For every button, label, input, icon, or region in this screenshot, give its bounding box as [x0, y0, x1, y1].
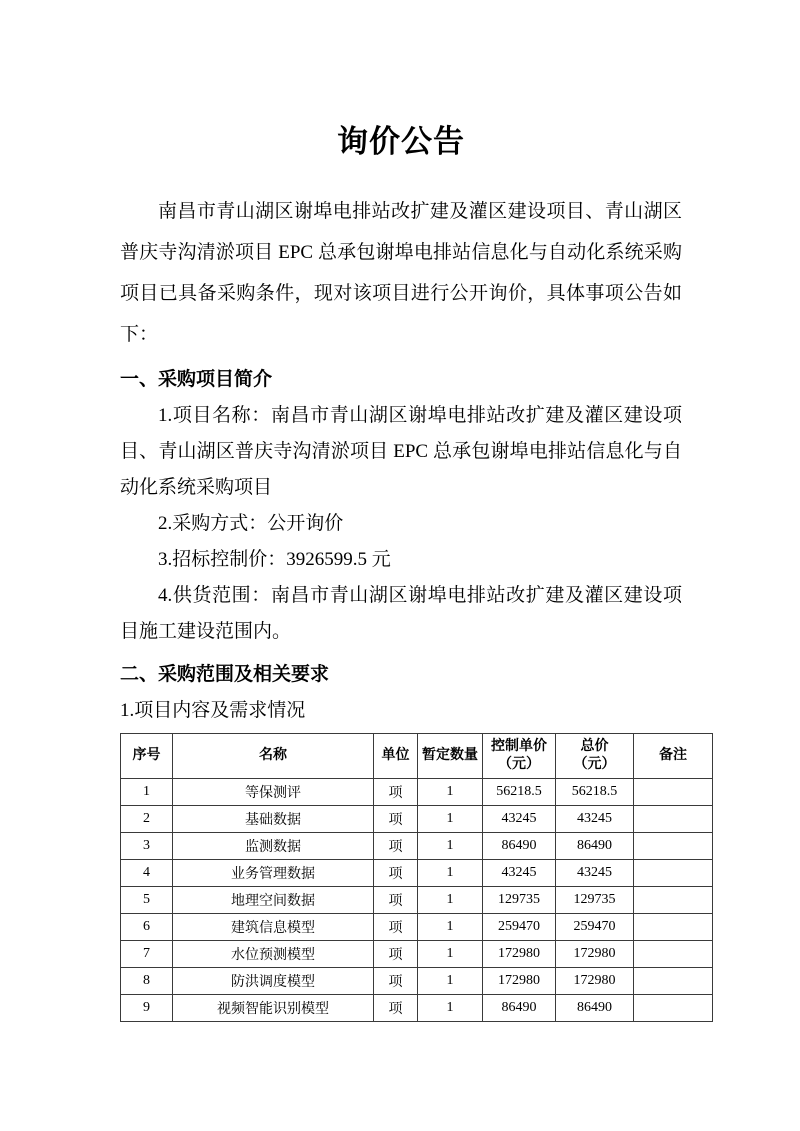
- intro-paragraph: 南昌市青山湖区谢埠电排站改扩建及灌区建设项目、青山湖区普庆寺沟清淤项目 EPC 总承包谢埠电排站信息化与自动化系统采购项目已具备采购条件，现对该项目进行公开询价，具体事项公告如下：: [120, 200, 682, 345]
- cell-total-price: 56218.5: [556, 778, 634, 805]
- header-remark: 备注: [634, 733, 713, 778]
- cell-unit: 项: [374, 913, 418, 940]
- cell-unit: 项: [374, 886, 418, 913]
- table-row: [121, 832, 713, 859]
- cell-quantity: 1: [418, 832, 483, 859]
- document-body: [120, 0, 687, 1022]
- cell-item-name: 地理空间数据: [173, 886, 374, 913]
- cell-quantity: 1: [418, 994, 483, 1021]
- cell-control-unit-price: 172980: [483, 967, 556, 994]
- section-2-subheading: 1.项目内容及需求情况: [120, 699, 306, 721]
- header-serial-number: 序号: [121, 733, 173, 778]
- cell-quantity: 1: [418, 805, 483, 832]
- cell-remark: [634, 886, 713, 913]
- cell-item-name: 建筑信息模型: [173, 913, 374, 940]
- header-item-name: 名称: [173, 733, 374, 778]
- table-row: [121, 805, 713, 832]
- cell-serial-number: 4: [121, 859, 173, 886]
- cell-remark: [634, 778, 713, 805]
- cell-unit: 项: [374, 805, 418, 832]
- cell-remark: [634, 940, 713, 967]
- table-row: [121, 859, 713, 886]
- cell-remark: [634, 913, 713, 940]
- cell-remark: [634, 805, 713, 832]
- table-row: [121, 940, 713, 967]
- cell-serial-number: 3: [121, 832, 173, 859]
- cell-unit: 项: [374, 940, 418, 967]
- cell-item-name: 防洪调度模型: [173, 967, 374, 994]
- cell-quantity: 1: [418, 859, 483, 886]
- cell-serial-number: 8: [121, 967, 173, 994]
- item-supply-scope: 4.供货范围：南昌市青山湖区谢埠电排站改扩建及灌区建设项目施工建设范围内。: [120, 584, 682, 642]
- header-control-unit-price: 控制单价 （元）: [483, 733, 556, 778]
- cell-control-unit-price: 172980: [483, 940, 556, 967]
- cell-serial-number: 9: [121, 994, 173, 1021]
- requirements-table: [120, 733, 713, 1022]
- cell-quantity: 1: [418, 967, 483, 994]
- header-total-price: 总价 （元）: [556, 733, 634, 778]
- cell-item-name: 业务管理数据: [173, 859, 374, 886]
- header-unit: 单位: [374, 733, 418, 778]
- table-row: [121, 778, 713, 805]
- cell-remark: [634, 967, 713, 994]
- cell-item-name: 等保测评: [173, 778, 374, 805]
- item-control-price: 3.招标控制价：3926599.5 元: [158, 548, 391, 570]
- cell-total-price: 172980: [556, 940, 634, 967]
- cell-control-unit-price: 86490: [483, 832, 556, 859]
- cell-item-name: 水位预测模型: [173, 940, 374, 967]
- cell-serial-number: 2: [121, 805, 173, 832]
- page-title: 询价公告: [337, 124, 465, 159]
- cell-total-price: 86490: [556, 832, 634, 859]
- cell-control-unit-price: 86490: [483, 994, 556, 1021]
- cell-serial-number: 6: [121, 913, 173, 940]
- cell-remark: [634, 994, 713, 1021]
- cell-unit: 项: [374, 859, 418, 886]
- cell-item-name: 监测数据: [173, 832, 374, 859]
- cell-unit: 项: [374, 994, 418, 1021]
- cell-unit: 项: [374, 832, 418, 859]
- cell-serial-number: 5: [121, 886, 173, 913]
- cell-serial-number: 7: [121, 940, 173, 967]
- cell-quantity: 1: [418, 940, 483, 967]
- table-row: [121, 886, 713, 913]
- requirements-table-body: [121, 778, 713, 1021]
- item-project-name: 1.项目名称：南昌市青山湖区谢埠电排站改扩建及灌区建设项目、青山湖区普庆寺沟清淤项目 EPC 总承包谢埠电排站信息化与自动化系统采购项目: [120, 404, 682, 498]
- table-row: [121, 994, 713, 1021]
- cell-remark: [634, 859, 713, 886]
- cell-unit: 项: [374, 967, 418, 994]
- cell-item-name: 视频智能识别模型: [173, 994, 374, 1021]
- header-quantity: 暂定数量: [418, 733, 483, 778]
- cell-total-price: 172980: [556, 967, 634, 994]
- cell-total-price: 43245: [556, 805, 634, 832]
- cell-quantity: 1: [418, 913, 483, 940]
- cell-item-name: 基础数据: [173, 805, 374, 832]
- cell-quantity: 1: [418, 778, 483, 805]
- cell-serial-number: 1: [121, 778, 173, 805]
- section-2-heading: 二、采购范围及相关要求: [120, 663, 330, 685]
- cell-control-unit-price: 129735: [483, 886, 556, 913]
- cell-quantity: 1: [418, 886, 483, 913]
- cell-control-unit-price: 259470: [483, 913, 556, 940]
- table-header-row: [121, 733, 713, 778]
- cell-unit: 项: [374, 778, 418, 805]
- table-row: [121, 913, 713, 940]
- cell-remark: [634, 832, 713, 859]
- cell-control-unit-price: 43245: [483, 805, 556, 832]
- cell-control-unit-price: 56218.5: [483, 778, 556, 805]
- cell-total-price: 43245: [556, 859, 634, 886]
- table-row: [121, 967, 713, 994]
- cell-control-unit-price: 43245: [483, 859, 556, 886]
- section-1-heading: 一、采购项目简介: [120, 368, 273, 390]
- item-purchase-method: 2.采购方式：公开询价: [158, 512, 344, 534]
- cell-total-price: 259470: [556, 913, 634, 940]
- cell-total-price: 129735: [556, 886, 634, 913]
- cell-total-price: 86490: [556, 994, 634, 1021]
